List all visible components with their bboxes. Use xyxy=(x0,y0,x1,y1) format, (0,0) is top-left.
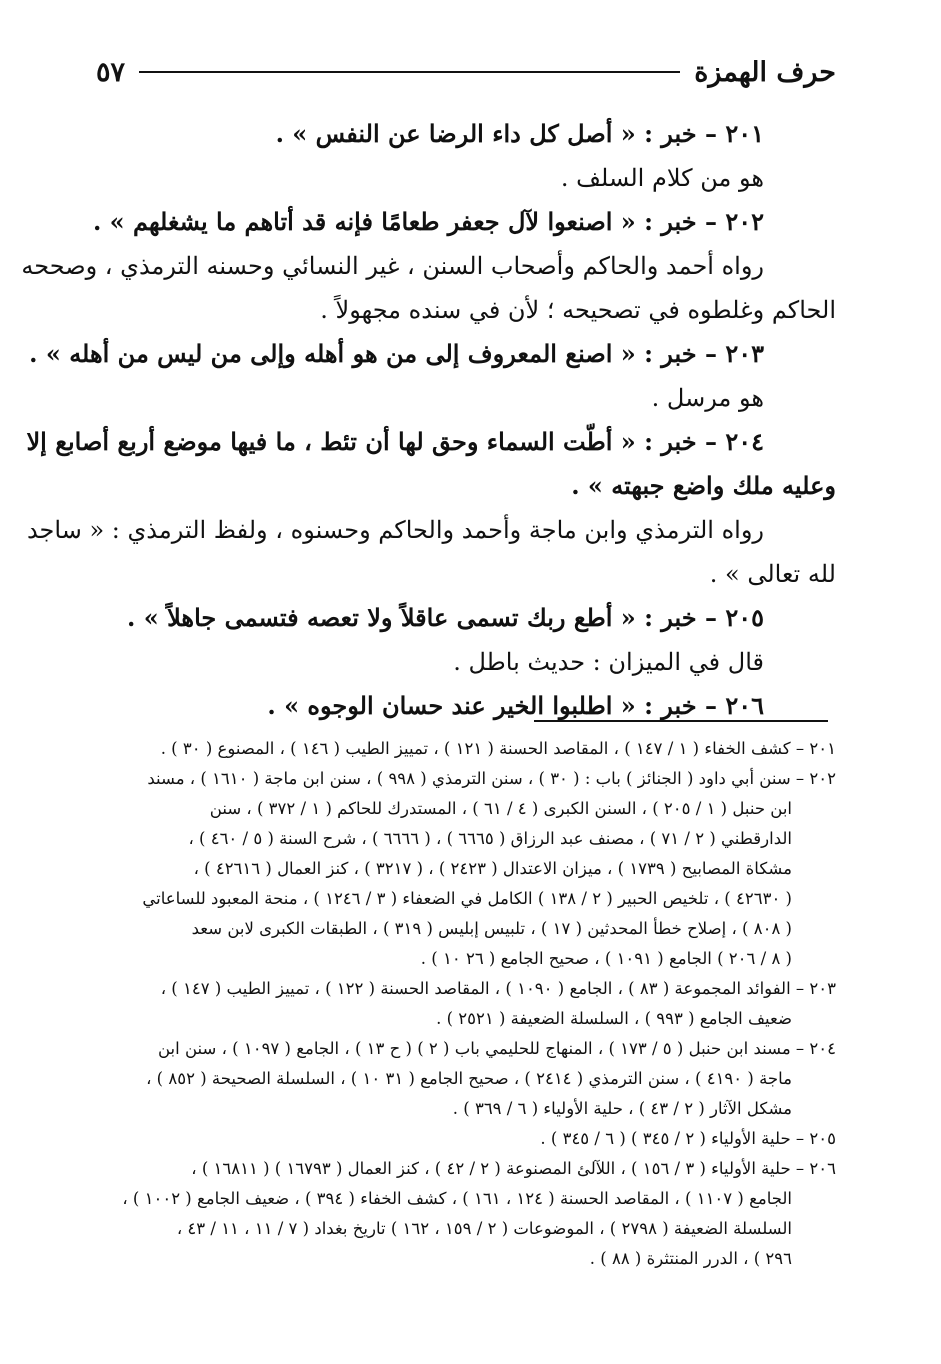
page-number: ٥٧ xyxy=(96,56,126,88)
running-header xyxy=(96,52,836,92)
footnote-202-line-2: ابن حنبل ( ١ / ٢٠٥ ) ، السنن الكبرى ( ٤ / ٦١ ) ، المستدرك للحاكم ( ١ / ٣٧٢ ) ، سنن xyxy=(209,799,792,818)
footnote-203-line-1: ٢٠٣ – الفوائد المجموعة ( ٨٣ ) ، الجامع ( ١٠٩٠ ) ، المقاصد الحسنة ( ١٢٢ ) ، تمييز الطيب ( ١٤٧ ) ، xyxy=(160,979,836,998)
comment-205: قال في الميزان : حديث باطل . xyxy=(453,648,764,676)
entry-202: ٢٠٢ – خبر : « اصنعوا لآل جعفر طعامًا فإنه قد أتاهم ما يشغلهم » . xyxy=(92,207,764,236)
main-text xyxy=(21,112,836,728)
footnote-205: ٢٠٥ – حلية الأولياء ( ٢ / ٣٤٥ ) ( ٦ / ٣٤٥ ) . xyxy=(540,1129,836,1148)
footnote-206-line-3: السلسلة الضعيفة ( ٢٧٩٨ ) ، الموضوعات ( ٢ / ١٥٩ ، ١٦٢ ) تاريخ بغداد ( ٧ / ١١ ، ١١ / ٤٣ ، xyxy=(176,1219,792,1238)
entry-205: ٢٠٥ – خبر : « أطع ربك تسمى عاقلاً ولا تعصه فتسمى جاهلاً » . xyxy=(127,603,764,632)
entry-204-line-2: وعليه ملك واضع جبهته » . xyxy=(571,471,836,500)
chapter-title: حرف الهمزة xyxy=(694,56,836,88)
footnote-202-line-6: ( ٨٠٨ ) ، إصلاح خطأ المحدثين ( ١٧ ) ، تلبيس إبليس ( ٣١٩ ) ، الطبقات الكبرى لابن سعد xyxy=(191,919,792,938)
footnote-201: ٢٠١ – كشف الخفاء ( ١ / ١٤٧ ) ، المقاصد الحسنة ( ١٢١ ) ، تمييز الطيب ( ١٤٦ ) ، المصنوع ( ٣٠ ) . xyxy=(160,739,836,758)
footnote-202-line-4: مشكاة المصابيح ( ١٧٣٩ ) ، ميزان الاعتدال ( ٢٤٢٣ ) ، ( ٣٢١٧ ) ، كنز العمال ( ٤٢٦١٦ ) ، xyxy=(193,859,792,878)
comment-204-line-2: لله تعالى » . xyxy=(709,560,836,588)
comment-202-line-1: رواه أحمد والحاكم وأصحاب السنن ، غير النسائي وحسنه الترمذي ، وصححه xyxy=(21,252,764,280)
footnote-203-line-2: ضعيف الجامع ( ٩٩٣ ) ، السلسلة الضعيفة ( ٢٥٢١ ) . xyxy=(436,1009,792,1028)
entry-204-line-1: ٢٠٤ – خبر : « أطّت السماء وحق لها أن تئط ، ما فيها موضع أربع أصابع إلا xyxy=(26,427,764,456)
footnote-206-line-2: الجامع ( ١١٠٧ ) ، المقاصد الحسنة ( ١٢٤ ، ١٦١ ) ، كشف الخفاء ( ٣٩٤ ) ، ضعيف الجامع ( ١٠٠٢ ) ، xyxy=(122,1189,792,1208)
entry-206: ٢٠٦ – خبر : « اطلبوا الخير عند حسان الوجوه » . xyxy=(267,691,764,720)
footnote-202-line-5: ( ٤٢٦٣٠ ) ، تلخيص الحبير ( ٢ / ١٣٨ ) الكامل في الضعفاء ( ٣ / ١٢٤٦ ) ، منحة المعبود للساعاتي xyxy=(142,889,792,908)
footnote-204-line-1: ٢٠٤ – مسند ابن حنبل ( ٥ / ١٧٣ ) ، المنهاج للحليمي باب ( ٢ ) ( ح ١٣ ) ، الجامع ( ١٠٩٧ ) ، سنن ابن xyxy=(158,1039,836,1058)
header-rule xyxy=(139,71,680,73)
footnote-separator xyxy=(534,720,828,722)
footnotes xyxy=(96,734,836,1274)
comment-201: هو من كلام السلف . xyxy=(560,164,764,192)
comment-202-line-2: الحاكم وغلطوه في تصحيحه ؛ لأن في سنده مجهولاً . xyxy=(320,296,836,324)
footnote-206-line-1: ٢٠٦ – حلية الأولياء ( ٣ / ١٥٦ ) ، اللآلئ المصنوعة ( ٢ / ٤٢ ) ، كنز العمال ( ١٦٧٩٣ ) ( ١٦٨١١ ) ، xyxy=(191,1159,836,1178)
footnote-204-line-3: مشكل الآثار ( ٢ / ٤٣ ) ، حلية الأولياء ( ٦ / ٣٦٩ ) . xyxy=(452,1099,792,1118)
footnote-202-line-1: ٢٠٢ – سنن أبي داود ( الجنائز ) باب : ( ٣٠ ) ، سنن الترمذي ( ٩٩٨ ) ، سنن ابن ماجة ( ١٦١٠ ) ، مسند xyxy=(147,769,836,788)
footnote-202-line-3: الدارقطني ( ٢ / ٧١ ) ، مصنف عبد الرزاق ( ٦٦٦٥ ) ، ( ٦٦٦٦ ) ، شرح السنة ( ٥ / ٤٦٠ ) ، xyxy=(188,829,792,848)
footnote-204-line-2: ماجة ( ٤١٩٠ ) ، سنن الترمذي ( ٢٤١٤ ) ، صحيح الجامع ( ٣١ ١٠ ) ، السلسلة الصحيحة ( ٨٥٢ ) ، xyxy=(146,1069,792,1088)
comment-203: هو مرسل . xyxy=(651,384,764,412)
entry-203: ٢٠٣ – خبر : « اصنع المعروف إلى من هو أهله وإلى من ليس من أهله » . xyxy=(29,339,764,368)
entry-201: ٢٠١ – خبر : « أصل كل داء الرضا عن النفس » . xyxy=(275,119,764,148)
comment-204-line-1: رواه الترمذي وابن ماجة وأحمد والحاكم وحسنوه ، ولفظ الترمذي : « ساجد xyxy=(26,516,764,544)
footnote-202-line-7: ( ٨ / ٢٠٦ ) الجامع ( ١٠٩١ ) ، صحيح الجامع ( ٢٦ ١٠ ) . xyxy=(420,949,792,968)
footnote-206-line-4: ٢٩٦ ) ، الدرر المنتثرة ( ٨٨ ) . xyxy=(589,1249,792,1268)
